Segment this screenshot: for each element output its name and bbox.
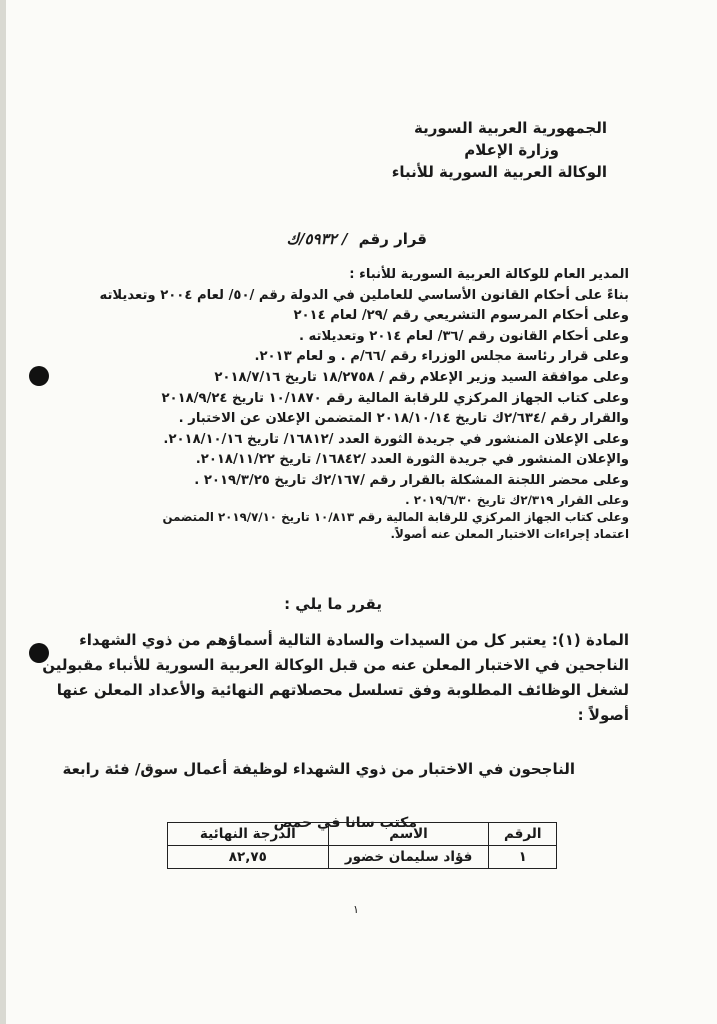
preamble <box>60 265 629 543</box>
preamble-line: والقرار رقم /٢/٦٣٤ك تاريخ ٢٠١٨/١٠/١٤ المتضمن الإعلان عن الاختبار . <box>178 411 629 427</box>
results-table <box>167 822 557 869</box>
article-line: المادة (١): يعتبر كل من السيدات والسادة التالية أسماؤهم من ذوي الشهداء <box>79 631 629 649</box>
preamble-line: المدير العام للوكالة العربية السورية للأنباء : <box>349 267 629 282</box>
cell-name: فؤاد سليمان خضور <box>328 846 489 869</box>
article-line: الناجحين في الاختبار المعلن عنه من قبل الوكالة العربية السورية للأنباء مقبولين <box>42 656 629 674</box>
preamble-line: وعلى أحكام المرسوم التشريعي رقم /٢٩/ لعام ٢٠١٤ <box>293 308 629 324</box>
preamble-line: وعلى القرار ٢/٣١٩ك تاريخ ٢٠١٩/٦/٣٠ . <box>405 492 629 507</box>
article-1 <box>42 628 629 728</box>
decision-label: قرار رقم <box>358 230 427 248</box>
office-heading: مكتب سانا في حمص <box>273 815 417 831</box>
header-name: الاسم <box>328 823 489 846</box>
letterhead-ministry: وزارة الإعلام <box>464 141 559 159</box>
table-row <box>168 846 557 869</box>
preamble-line: والإعلان المنشور في جريدة الثورة العدد /١٦٨٤٢/ تاريخ ٢٠١٨/١١/٢٢. <box>195 452 629 468</box>
preamble-line: وعلى كتاب الجهاز المركزي للرقابة المالية رقم ١٠/١٨٧٠ تاريخ ٢٠١٨/٩/٢٤ <box>161 390 629 406</box>
preamble-line: وعلى محضر اللجنة المشكلة بالقرار رقم /٢/١٦٧ك تاريخ ٢٠١٩/٣/٢٥ . <box>194 472 629 488</box>
cell-grade: ٨٢,٧٥ <box>168 846 329 869</box>
article-line: أصولاً : <box>577 706 629 724</box>
winners-heading: الناجحون في الاختبار من ذوي الشهداء لوظيفة أعمال سوق/ فئة رابعة <box>62 760 575 778</box>
scan-edge <box>0 0 6 1024</box>
letterhead <box>392 117 607 183</box>
preamble-line: بناءً على أحكام القانون الأساسي للعاملين في الدولة رقم /٥٠/ لعام ٢٠٠٤ وتعديلاته <box>99 287 629 303</box>
preamble-line: وعلى قرار رئاسة مجلس الوزراء رقم /٦٦/م . و لعام ٢٠١٣. <box>254 349 629 365</box>
cell-number: ١ <box>489 846 557 869</box>
header-number: الرقم <box>489 823 557 846</box>
preamble-line: وعلى الإعلان المنشور في جريدة الثورة العدد /١٦٨١٢/ تاريخ ٢٠١٨/١٠/١٦. <box>163 431 629 447</box>
letterhead-republic: الجمهورية العربية السورية <box>414 119 607 137</box>
resolves-heading: يقرر ما يلي : <box>284 595 382 613</box>
article-line: لشغل الوظائف المطلوبة وفق تسلسل محصلاتهم النهائية والأعداد المعلن عنها <box>56 681 629 699</box>
decision-value: / ٥٩٣٢/ك <box>286 230 348 248</box>
preamble-line: اعتماد إجراءات الاختبار المعلن عنه أصولاً. <box>390 526 629 541</box>
preamble-line: وعلى كتاب الجهاز المركزي للرقابة المالية رقم ١٠/٨١٣ تاريخ ٢٠١٩/٧/١٠ المتضمن <box>162 509 629 524</box>
punch-hole <box>29 366 49 386</box>
letterhead-agency: الوكالة العربية السورية للأنباء <box>391 163 607 181</box>
preamble-line: وعلى موافقة السيد وزير الإعلام رقم / ١٨/٢٧٥٨ تاريخ ٢٠١٨/٧/١٦ <box>214 369 629 385</box>
header-grade: الدرجة النهائية <box>168 823 329 846</box>
preamble-line: وعلى أحكام القانون رقم /٣٦/ لعام ٢٠١٤ وتعديلاته . <box>298 328 629 344</box>
decision-number <box>287 230 427 248</box>
table-header-row <box>168 823 557 846</box>
page-number: ١ <box>353 903 359 916</box>
